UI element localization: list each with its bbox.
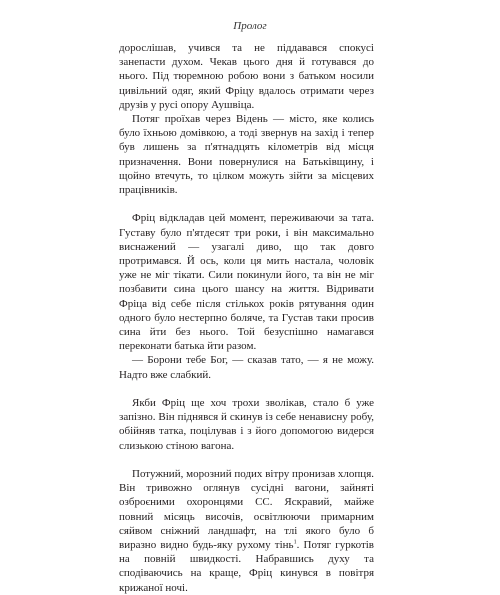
paragraph-6: Потужний, морозний подих вітру пронизав хлопця. Він тривожно оглянув сусідні вагони, зайняті озброєними охоронцями СС. Яскравий, майже повний місяць височів, освітлюючи примарним сяйвом сніжний ландшафт, на тлі якого було б виразно видно будь-яку рухому тінь$^1$. Потяг гуркотів на повній швидкості. Набравшись духу та сподіваючись на краще, Фріц кинувся в повітря крижаної ночі. bbox=[119, 468, 374, 594]
body-text bbox=[119, 41, 374, 595]
running-header: Пролог bbox=[233, 20, 267, 32]
paragraph-gap bbox=[119, 453, 374, 467]
paragraph-4: — Борони тебе Бог, — сказав тато, — я не можу. Надто вже слабкий. bbox=[119, 354, 374, 381]
footnote-marker[interactable]: 1 bbox=[293, 539, 297, 546]
paragraph-gap bbox=[119, 382, 374, 396]
paragraph-3: Фріц відкладав цей момент, переживаючи за тата. Густаву було п'ятдесят три роки, і він максимально виснажений — узагалі диво, що так довго протримався. Й ось, коли ця мить настала, чоловік уже не міг тікати. Сили покинули його, та він не міг позбавити сина цього шансу на життя. Відривати Фріца від себе після стількох років рятування один одного було нестерпно боляче, та Густав таки просив сина йти без нього. Той безуспішно намагався переконати батька йти разом. bbox=[119, 212, 374, 353]
paragraph-6-continuation: Потяг гуркотів на повній швидкості. Набравшись духу та сподіваючись на краще, Фріц кинувся в повітря крижаної ночі. bbox=[119, 539, 374, 594]
paragraph-1: дорослішав, учився та не піддавався спокусі занепасти духом. Чекав цього дня й готувався до нього. Під тюремною робою вони з батьком носили цивільний одяг, який Фріцу вдалось отримати через друзів у русі опору Аушвіца. bbox=[119, 42, 374, 111]
paragraph-6-text: Потужний, морозний подих вітру пронизав хлопця. Він тривожно оглянув сусідні вагони, зайняті озброєними охоронцями СС. Яскравий, майже повний місяць височів, освітлюючи примарним сяйвом сніжний ландшафт, на тлі якого було б виразно видно будь-яку рухому тінь bbox=[119, 468, 374, 552]
paragraph-gap bbox=[119, 197, 374, 211]
paragraph-2: Потяг проїхав через Відень — місто, яке колись було їхньою домівкою, а тоді звернув на захід і тепер був лишень за п'ятнадцять кілометрів від місця призначення. Вони повернулися на Батьківщину, і щойно втечуть, то цілком можуть зійти за місцевих працівників. bbox=[119, 113, 374, 197]
paragraph-5: Якби Фріц ще хоч трохи зволікав, стало б уже запізно. Він піднявся й скинув із себе ненависну робу, обійняв татка, поцілував і з його допомогою видерся слизькою стіною вагона. bbox=[119, 397, 374, 452]
